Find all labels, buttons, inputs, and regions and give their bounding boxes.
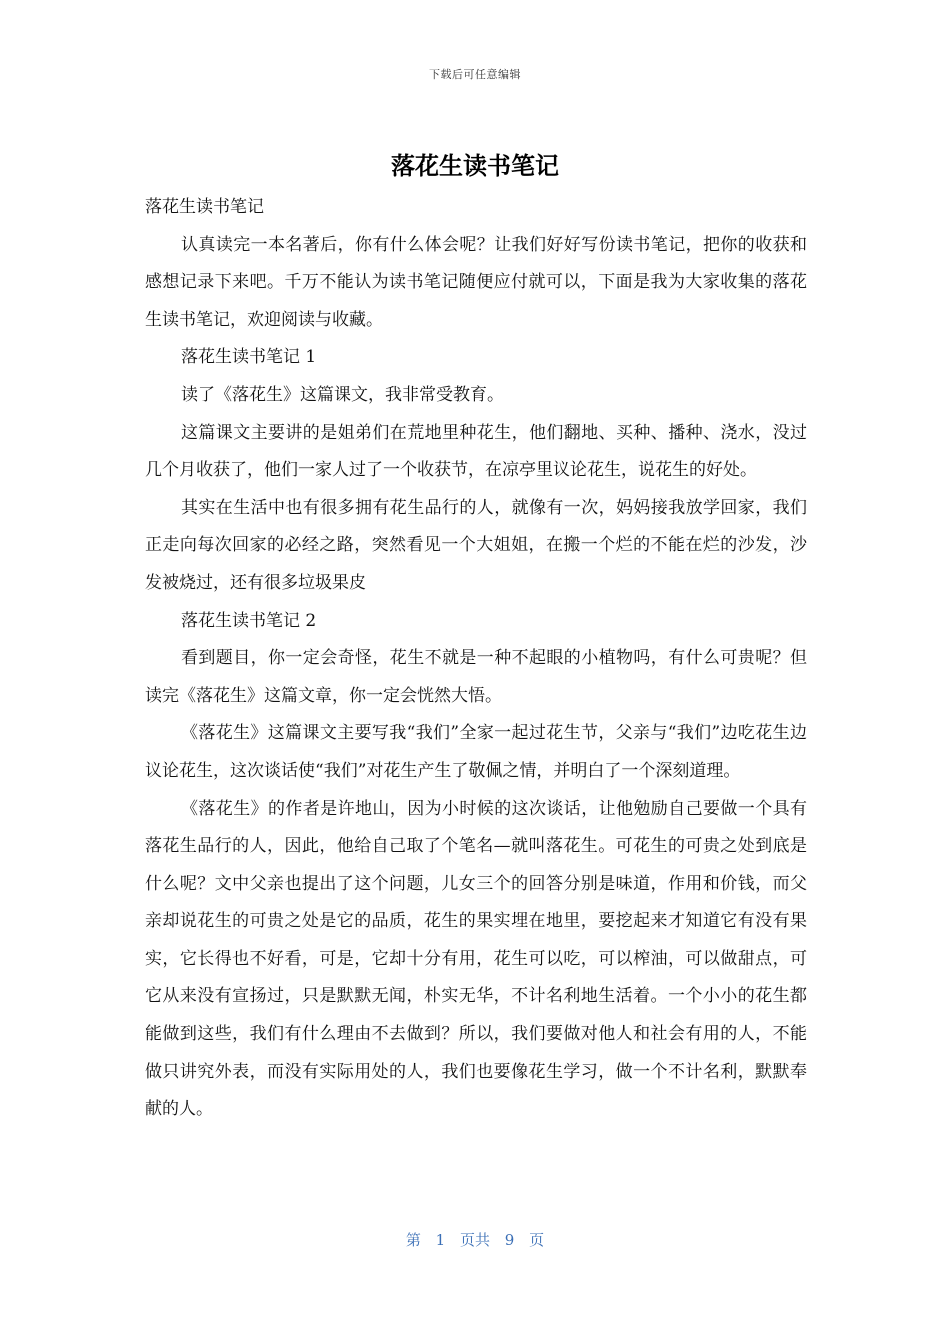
header-note: 下载后可任意编辑 <box>429 68 521 81</box>
paragraph-subtitle: 落花生读书笔记 <box>145 197 264 217</box>
current-page: 1 <box>435 1231 446 1249</box>
paragraph: 其实在生活中也有很多拥有花生品行的人，就像有一次，妈妈接我放学回家，我们正走向每次回家的必经之路，突然看见一个大姐姐，在搬一个烂的不能在烂的沙发，沙发被烧过，还有很多垃圾果皮 <box>145 497 807 593</box>
section-heading-1: 落花生读书笔记 1 <box>181 347 317 368</box>
paragraph-intro: 认真读完一本名著后，你有什么体会呢？让我们好好写份读书笔记，把你的收获和感想记录下来吧。千万不能认为读书笔记随便应付就可以，下面是我为大家收集的落花生读书笔记，欢迎阅读与收藏。 <box>145 234 807 330</box>
paragraph: 看到题目，你一定会奇怪，花生不就是一种不起眼的小植物吗，有什么可贵呢？但读完《落花生》这篇文章，你一定会恍然大悟。 <box>145 648 807 706</box>
total-pages: 9 <box>504 1231 515 1249</box>
document-title: 落花生读书笔记 <box>391 152 559 180</box>
section-heading-2: 落花生读书笔记 2 <box>181 610 317 631</box>
page-number-footer <box>0 1229 950 1250</box>
page-middle: 页共 <box>459 1231 490 1249</box>
page-prefix: 第 <box>405 1231 421 1249</box>
paragraph: 读了《落花生》这篇课文，我非常受教育。 <box>181 384 504 405</box>
paragraph: 《落花生》这篇课文主要写我“我们”全家一起过花生节，父亲与“我们”边吃花生边议论花生，这次谈话使“我们”对花生产生了敬佩之情，并明白了一个深刻道理。 <box>145 723 807 781</box>
document-body <box>145 189 807 1129</box>
page-suffix: 页 <box>529 1231 545 1249</box>
paragraph: 这篇课文主要讲的是姐弟们在荒地里种花生，他们翻地、买种、播种、浇水，没过几个月收获了，他们一家人过了一个收获节，在凉亭里议论花生，说花生的好处。 <box>145 422 807 481</box>
paragraph: 《落花生》的作者是许地山，因为小时候的这次谈话，让他勉励自己要做一个具有落花生品行的人，因此，他给自己取了个笔名—就叫落花生。可花生的可贵之处到底是什么呢？文中父亲也提出了这个问题，儿女三个的回答分别是味道，作用和价钱，而父亲却说花生的可贵之处是它的品质，花生的果实埋在地里，要挖起来才知道它有没有果实，它长得也不好看，可是，它却十分有用，花生可以吃，可以榨油，可以做甜点，可它从来没有宣扬过，只是默默无闻，朴实无华，不计名利地生活着。一个小小的花生都能做到这些，我们有什么理由不去做到？所以，我们要做对他人和社会有用的人，不能做只讲究外表，而没有实际用处的人，我们也要像花生学习，做一个不计名利，默默奉献的人。 <box>145 798 807 1120</box>
